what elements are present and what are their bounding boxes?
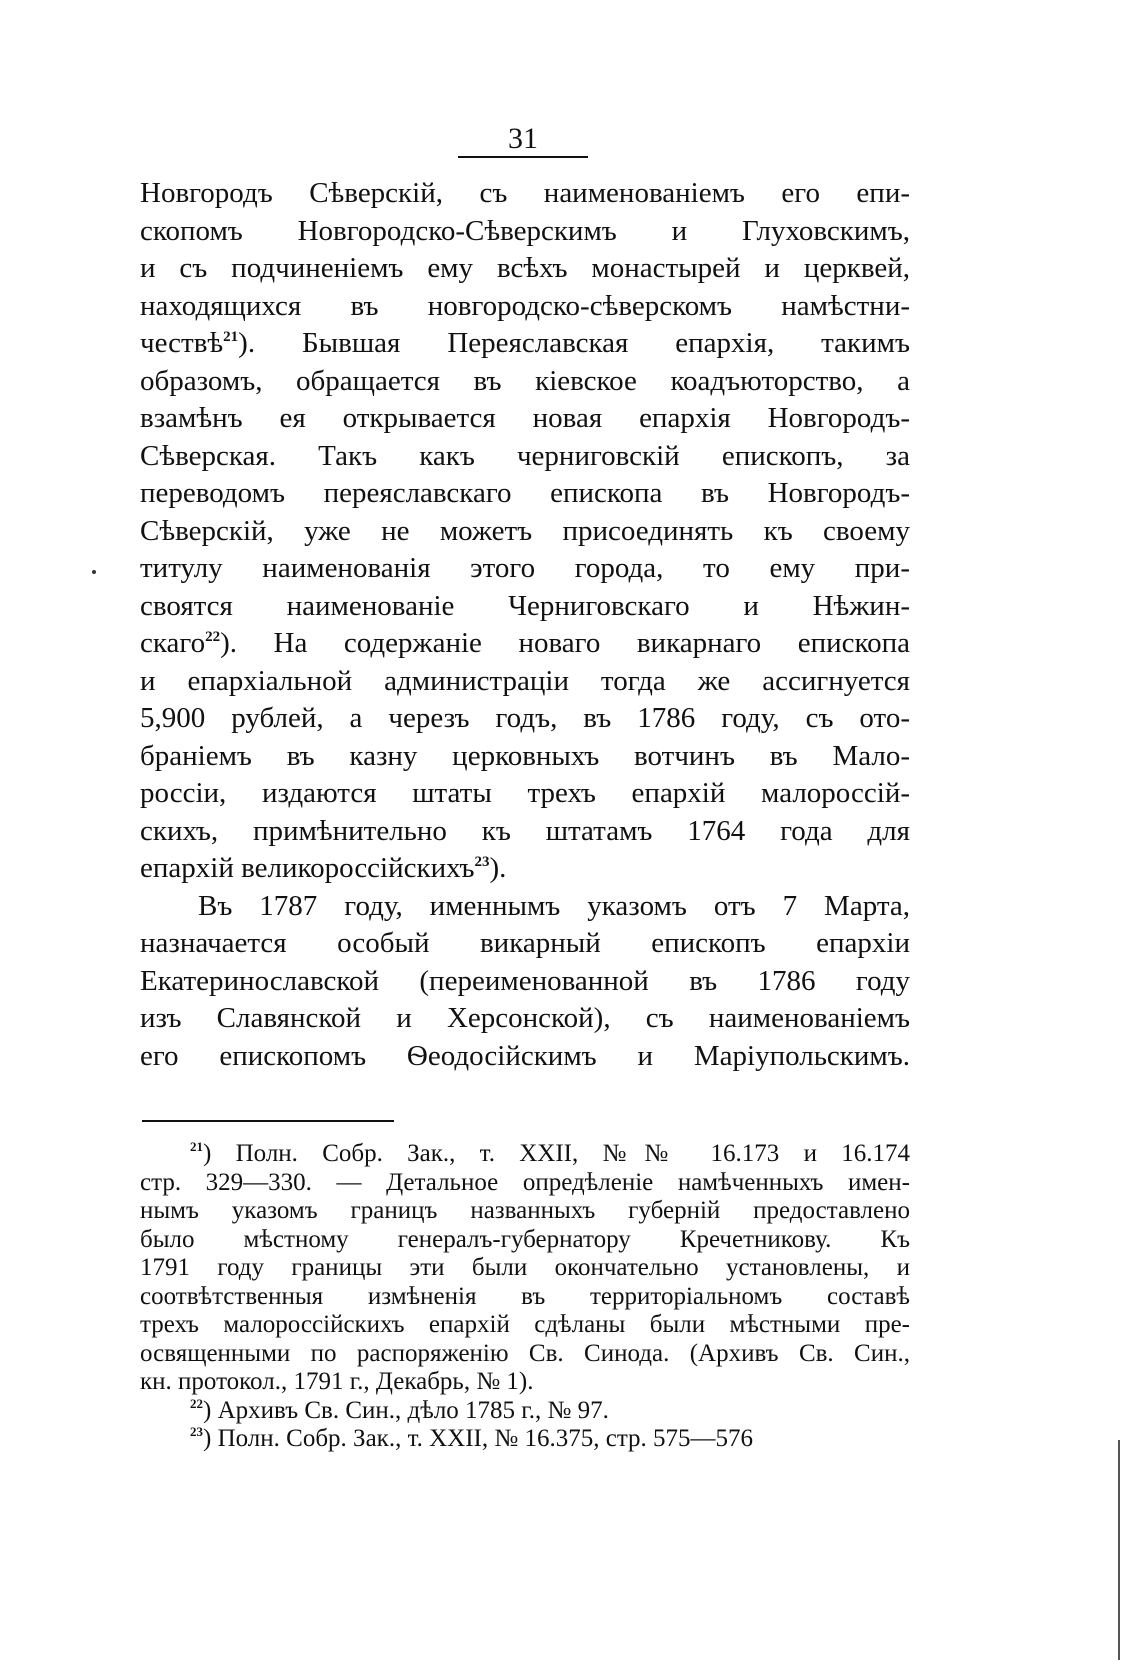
footnote-line: стр. 329—330. — Детальное опредѣленіе намѣченныхъ имен- xyxy=(140,1168,910,1196)
scan-edge-mark xyxy=(1118,1440,1120,1660)
text-line: скопомъ Новгородско-Сѣверскимъ и Глуховскимъ, xyxy=(140,214,910,247)
text-line: Въ 1787 году, именнымъ указомъ отъ 7 Марта, xyxy=(198,889,910,922)
footnote-ref-21[interactable]: 21 xyxy=(223,329,239,345)
footnote-21 xyxy=(140,1140,910,1397)
text-line: 5,900 рублей, а черезъ годъ, въ 1786 году, съ ото- xyxy=(140,702,910,734)
text-line: взамѣнъ ея открывается новая епархія Новгородъ- xyxy=(140,402,910,434)
footnote-line xyxy=(140,1425,910,1454)
text-line: переводомъ переяславскаго епископа въ Новгородъ- xyxy=(140,477,910,509)
footnote-22 xyxy=(140,1397,910,1426)
main-text xyxy=(140,175,910,1075)
text-fragment: ). Бывшая Переяславская епархія, такимъ xyxy=(238,327,910,359)
footnote-line: было мѣстному генералъ-губернатору Кречетникову. Къ xyxy=(140,1225,910,1253)
text-line: своятся наименованіе Черниговскаго и Нѣжин- xyxy=(140,589,910,622)
text-line: и съ подчиненіемъ ему всѣхъ монастырей и церквей, xyxy=(140,252,910,284)
footnote-ref-22[interactable]: 22 xyxy=(205,629,221,645)
text-fragment: ). На содержаніе новаго викарнаго епископа xyxy=(220,627,910,659)
footnote-mark: 22 xyxy=(190,1395,203,1411)
footnote-line: 1791 году границы эти были окончательно установлены, и xyxy=(140,1254,910,1281)
text-fragment: ) Полн. Собр. Зак., т. XXII, №№ 16.173 и 16.174 xyxy=(203,1140,910,1167)
text-line xyxy=(140,850,910,888)
text-line: образомъ, обращается въ кіевское коадъюторство, а xyxy=(140,364,910,397)
text-line: и епархіальной администраціи тогда же ассигнуется xyxy=(140,664,910,697)
scan-speck xyxy=(92,570,96,574)
page-number: 31 xyxy=(508,122,538,155)
text-line xyxy=(140,325,910,363)
page-number-rule xyxy=(458,156,588,158)
footnote-line: освященными по распоряженію Св. Синода. (Архивъ Св. Син., xyxy=(140,1339,910,1367)
footnote-rule xyxy=(142,1120,394,1122)
text-fragment: ). xyxy=(489,852,507,884)
text-line: изъ Славянской и Херсонской), съ наименованіемъ xyxy=(140,1002,910,1034)
footnote-ref-23[interactable]: 23 xyxy=(474,854,490,870)
footnote-line: кн. протокол., 1791 г., Декабрь, № 1). xyxy=(140,1368,534,1395)
footnote-line xyxy=(140,1397,910,1426)
footnote-line: нымъ указомъ границъ названныхъ губерній предоставлено xyxy=(140,1197,910,1224)
footnote-mark: 23 xyxy=(190,1424,203,1439)
text-line: россіи, издаются штаты трехъ епархій малороссій- xyxy=(140,777,910,809)
footnote-line: трехъ малороссійскихъ епархій сдѣланы были мѣстными пре- xyxy=(140,1311,910,1338)
footnotes xyxy=(140,1140,910,1454)
text-fragment: чествѣ xyxy=(140,327,224,359)
footnote-23 xyxy=(140,1425,910,1454)
text-line xyxy=(140,625,910,663)
text-line: его епископомъ Ѳеодосійскимъ и Маріупольскимъ. xyxy=(140,1039,910,1072)
text-line: титулу наименованія этого города, то ему при- xyxy=(140,552,910,584)
text-line: назначается особый викарный епископъ епархіи xyxy=(140,927,910,959)
text-line: Сѣверская. Такъ какъ черниговскій епископъ, за xyxy=(140,439,910,472)
text-line: находящихся въ новгородско-сѣверскомъ намѣстни- xyxy=(140,289,910,322)
footnote-line xyxy=(140,1140,910,1169)
text-fragment: ) Архивъ Св. Син., дѣло 1785 г., № 97. xyxy=(203,1396,609,1424)
text-fragment: ) Полн. Собр. Зак., т. XXII, № 16.375, стр. 575—576 xyxy=(203,1425,754,1452)
text-line: Новгородъ Сѣверскій, съ наименованіемъ его епи- xyxy=(140,177,910,209)
text-fragment: скаго xyxy=(140,627,206,659)
text-line: браніемъ въ казну церковныхъ вотчинъ въ Мало- xyxy=(140,739,910,772)
text-line: Сѣверскій, уже не можетъ присоединять къ своему xyxy=(140,514,910,547)
text-fragment: епархій великороссійскихъ xyxy=(140,852,475,884)
footnote-line: соотвѣтственныя измѣненія въ территоріальномъ составѣ xyxy=(140,1282,910,1310)
text-line: скихъ, примѣнительно къ штатамъ 1764 года для xyxy=(140,814,910,847)
footnote-mark: 21 xyxy=(190,1139,203,1154)
text-line: Екатеринославской (переименованной въ 1786 году xyxy=(140,964,910,997)
